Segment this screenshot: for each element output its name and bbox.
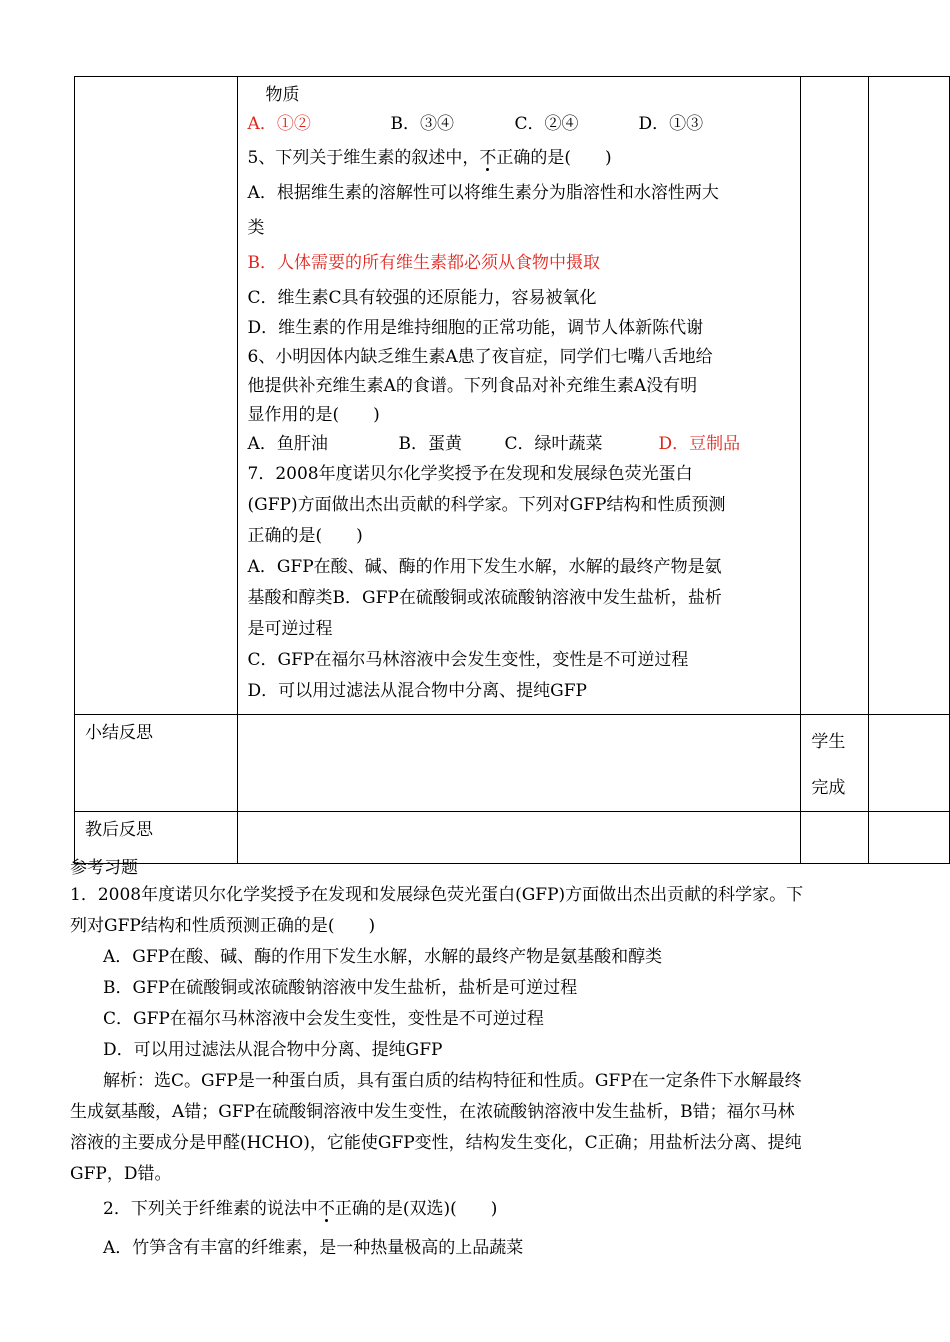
q6-stem-line3: 显作用的是( ) [247,405,380,425]
complete-text: 完成 [811,778,846,798]
questions-cell [237,77,801,715]
ref-q1-line1: 1．2008年度诺贝尔化学奖授予在发现和发展绿色荧光蛋白(GFP)方面做出杰出贡献的科学家。下 [70,885,804,905]
ref-q2-option-a: A．竹笋含有丰富的纤维素，是一种热量极高的上品蔬菜 [103,1238,524,1258]
reference-exercises [70,856,885,1264]
q7-option-a-line2: 基酸和醇类B．GFP在硫酸铜或浓硫酸钠溶液中发生盐析，盐析 [247,588,722,608]
ref-q1-option-a: A．GFP在酸、碱、酶的作用下发生水解，水解的最终产物是氨基酸和醇类 [103,947,663,967]
ref-q2-stem-post: 正确的是(双选)( ) [334,1199,498,1219]
q6-option-b: B．蛋黄 [398,434,463,454]
post-lesson-label: 教后反思 [75,812,238,864]
q7-option-c: C．GFP在福尔马林溶液中会发生变性，变性是不可逆过程 [247,650,689,670]
empty-cell [75,77,238,715]
q7-stem-line2: (GFP)方面做出杰出贡献的科学家。下列对GFP结构和性质预测 [247,495,726,515]
q7-option-d: D．可以用过滤法从混合物中分离、提纯GFP [247,681,587,701]
q6-option-d: D．豆制品 [658,434,741,454]
q7-option-a-line1: A．GFP在酸、碱、酶的作用下发生水解，水解的最终产物是氨 [247,557,722,577]
reference-title: 参考习题 [70,858,138,878]
lesson-table [74,76,950,864]
ref-analysis-line1: 解析：选C。GFP是一种蛋白质，具有蛋白质的结构特征和性质。GFP在一定条件下水解最终 [103,1071,802,1091]
q4-option-c: C．②④ [514,114,579,134]
q7-option-b-line2: 是可逆过程 [247,619,333,639]
ref-q1-option-b: B．GFP在硫酸铜或浓硫酸钠溶液中发生盐析，盐析是可逆过程 [103,978,578,998]
q5-option-c: C．维生素C具有较强的还原能力，容易被氧化 [247,288,597,308]
q6-stem-line1: 6、小明因体内缺乏维生素A患了夜盲症，同学们七嘴八舌地给 [247,347,713,367]
q5-stem-post: 正确的是( ) [496,148,612,168]
ref-q2-emphasis: 不 [317,1199,335,1219]
q4-option-d: D．①③ [638,114,704,134]
summary-row [75,715,950,812]
q7-stem-line3: 正确的是( ) [247,526,363,546]
questions-row [75,77,950,715]
empty-cell [801,77,869,715]
q5-option-b: B．人体需要的所有维生素都必须从食物中摄取 [247,253,601,273]
ref-analysis-line3: 溶液的主要成分是甲醛(HCHO)，它能使GFP变性，结构发生变化，C正确；用盐析法分离、提纯 [70,1133,802,1153]
ref-analysis-line2: 生成氨基酸，A错；GFP在硫酸铜溶液中发生变性，在浓硫酸钠溶液中发生盐析，B错；福尔马林 [70,1102,795,1122]
q6-stem-line2: 他提供补充维生素A的食谱。下列食品对补充维生素A没有明 [247,376,698,396]
text-line: 物质 [265,85,300,105]
ref-analysis-line4: GFP，D错。 [70,1164,172,1184]
empty-cell [869,77,950,715]
student-text: 学生 [811,732,846,752]
q5-emphasis: 不 [479,148,497,168]
q6-option-c: C．绿叶蔬菜 [504,434,603,454]
student-complete-cell [801,715,869,812]
q4-option-b: B．③④ [390,114,455,134]
ref-q1-option-d: D．可以用过滤法从混合物中分离、提纯GFP [103,1040,443,1060]
q5-stem [248,143,793,174]
ref-q2-stem-pre: 2．下列关于纤维素的说法中 [103,1199,318,1219]
summary-label: 小结反思 [75,715,238,812]
summary-content [237,715,801,812]
ref-q1-line2: 列对GFP结构和性质预测正确的是( ) [70,916,376,936]
q5-option-a-line1: A．根据维生素的溶解性可以将维生素分为脂溶性和水溶性两大 [247,183,719,203]
q6-options [248,430,793,459]
q6-option-a: A．鱼肝油 [247,434,328,454]
q5-stem-pre: 5、下列关于维生素的叙述中， [247,148,480,168]
q7-stem-line1: 7．2008年度诺贝尔化学奖授予在发现和发展绿色荧光蛋白 [247,464,693,484]
q5-option-d: D．维生素的作用是维持细胞的正常功能，调节人体新陈代谢 [247,318,704,338]
empty-cell [869,715,950,812]
q4-option-a: A．①② [247,114,311,134]
ref-q1-option-c: C．GFP在福尔马林溶液中会发生变性，变性是不可逆过程 [103,1009,544,1029]
q5-option-a-line2: 类 [247,218,265,238]
ref-q2-stem [70,1194,885,1225]
q4-options [248,110,793,139]
